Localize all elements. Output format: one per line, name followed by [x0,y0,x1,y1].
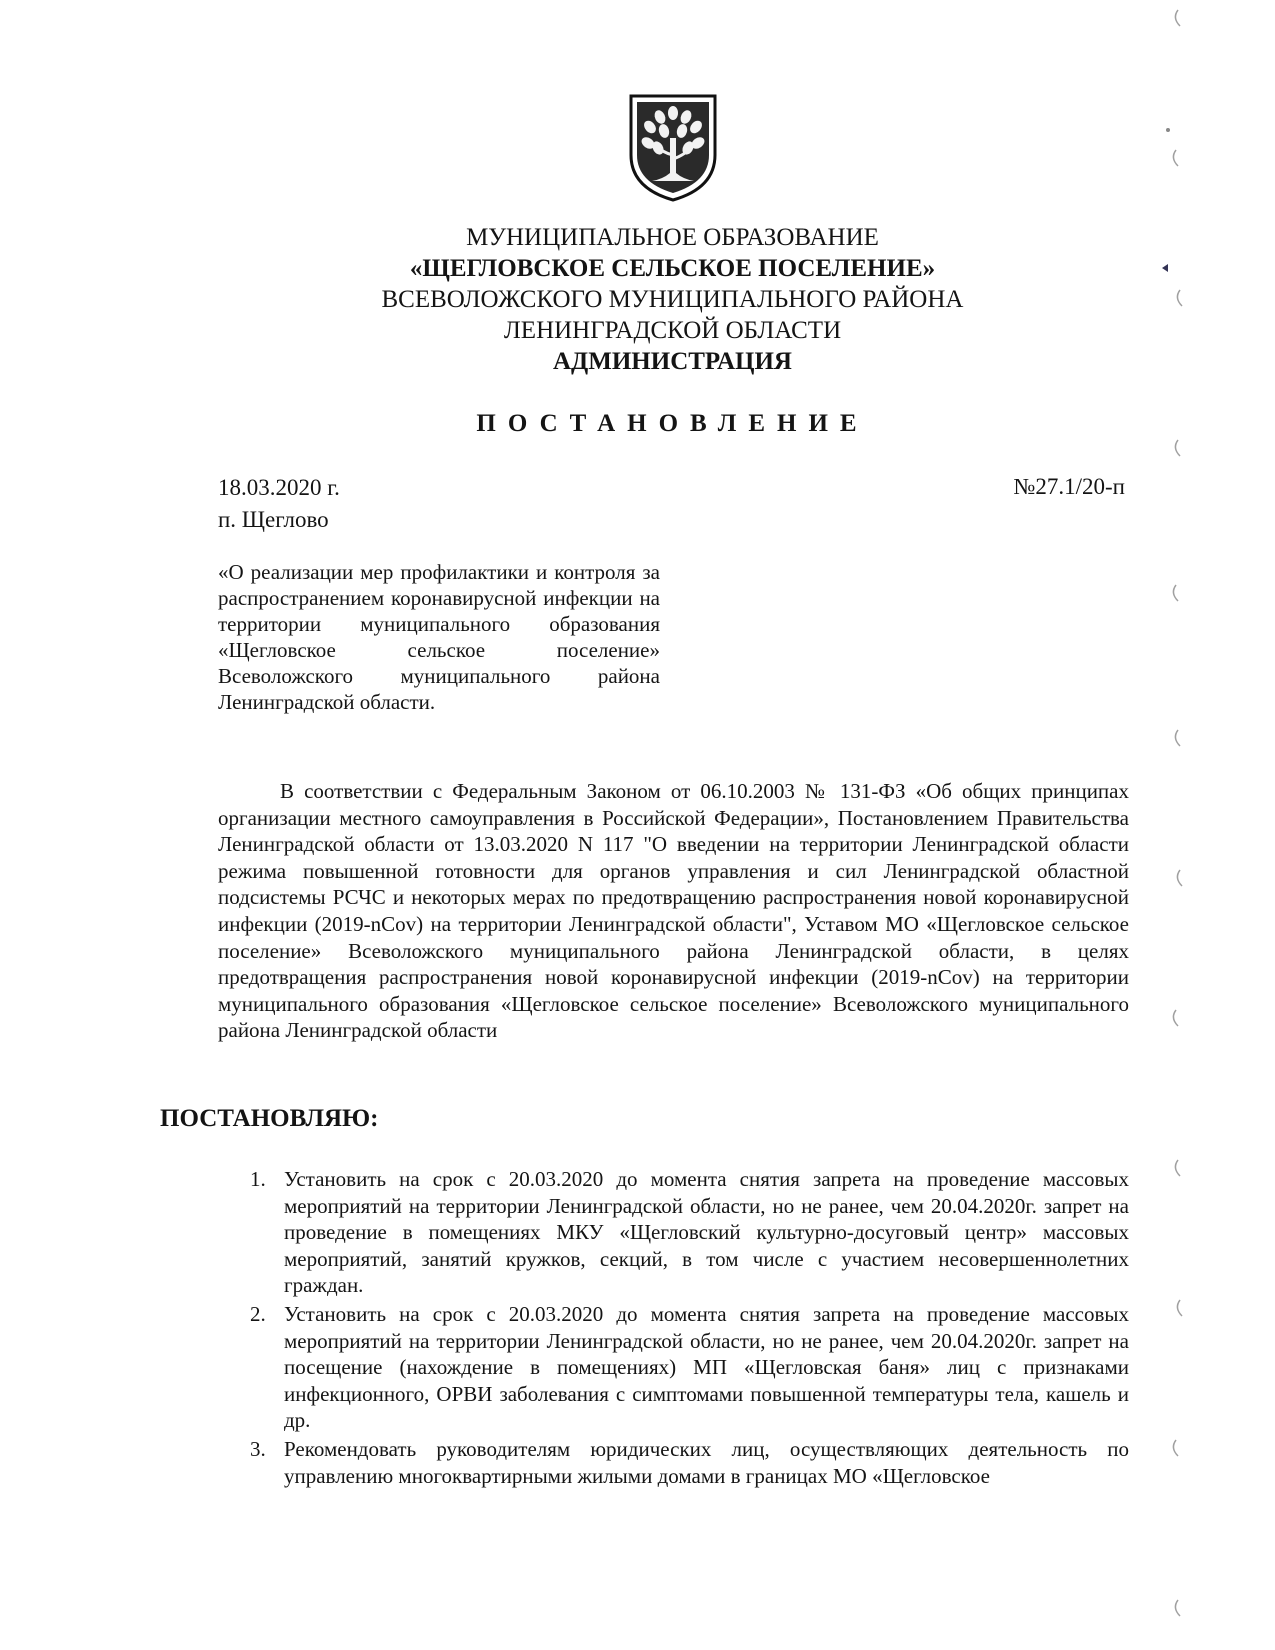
item-number: 3. [250,1436,266,1461]
header-line-municipality: МУНИЦИПАЛЬНОЕ ОБРАЗОВАНИЕ [466,224,879,251]
resolve-heading: ПОСТАНОВЛЯЮ: [160,1105,379,1132]
item-text: Установить на срок с 20.03.2020 до момента снятия запрета на проведение массовых мероприятий на территории Ленинградской области, но не ранее, чем 20.04.2020г. запрет на посещение (нахождение в помещениях) МП «Щегловская баня» лиц с признаками инфекционного, ОРВИ заболевания с симптомами повышенной температуры тела, кашель и др. [284,1301,1129,1433]
date-place-block [218,472,340,536]
list-item [240,1301,1129,1434]
list-item [240,1436,1129,1489]
item-number: 2. [250,1301,266,1326]
document-place: п. Щеглово [218,507,329,532]
header-line-district: ВСЕВОЛОЖСКОГО МУНИЦИПАЛЬНОГО РАЙОНА [381,286,964,313]
coat-of-arms-emblem [628,93,718,203]
header-line-administration: АДМИНИСТРАЦИЯ [553,348,792,375]
preamble-paragraph: В соответствии с Федеральным Законом от 06.10.2003 № 131-ФЗ «Об общих принципах организации местного самоуправления в Российской Федерации», Постановлением Правительства Ленинградской области от 13.03.2020 N 117 "О введении на территории Ленинградской области режима повышенной готовности для органов управления и сил Ленинградской областной подсистемы РСЧС и некоторых мерах по предотвращению распространения новой коронавирусной инфекции (2019-nCov) на территории Ленинградской области", Уставом МО «Щегловское сельское поселение» Всеволожского муниципального района Ленинградской области, в целях предотвращения распространения новой коронавирусной инфекции (2019-nCov) на территории муниципального образования «Щегловское сельское поселение» Всеволожского муниципального района Ленинградской области [218,779,1129,1043]
resolution-items-list [240,1166,1129,1491]
scan-edge-marks [1160,0,1200,1650]
document-subject: «О реализации мер профилактики и контроля за распространением коронавирусной инфекции на территории муниципального образования «Щегловское сельское поселение» Всеволожского муниципального района Ленинградской области. [218,560,660,714]
issuer-header [200,222,1145,377]
header-line-region: ЛЕНИНГРАДСКОЙ ОБЛАСТИ [503,317,842,344]
document-date: 18.03.2020 г. [218,475,340,500]
header-line-settlement: «ЩЕГЛОВСКОЕ СЕЛЬСКОЕ ПОСЕЛЕНИЕ» [409,255,936,282]
document-type-title: ПОСТАНОВЛЕНИЕ [476,410,869,437]
document-number: №27.1/20-п [1013,474,1125,499]
item-text: Установить на срок с 20.03.2020 до момента снятия запрета на проведение массовых мероприятий на территории Ленинградской области, но не ранее, чем 20.04.2020г. запрет на проведение в помещениях МКУ «Щегловский культурно-досуговый центр» массовых мероприятий, занятий кружков, секций, в том числе с участием несовершеннолетних граждан. [284,1167,1129,1298]
item-text: Рекомендовать руководителям юридических лиц, осуществляющих деятельность по управлению многоквартирными жилыми домами в границах МО «Щегловское [284,1436,1129,1488]
item-number: 1. [250,1167,266,1191]
list-item [240,1166,1129,1299]
